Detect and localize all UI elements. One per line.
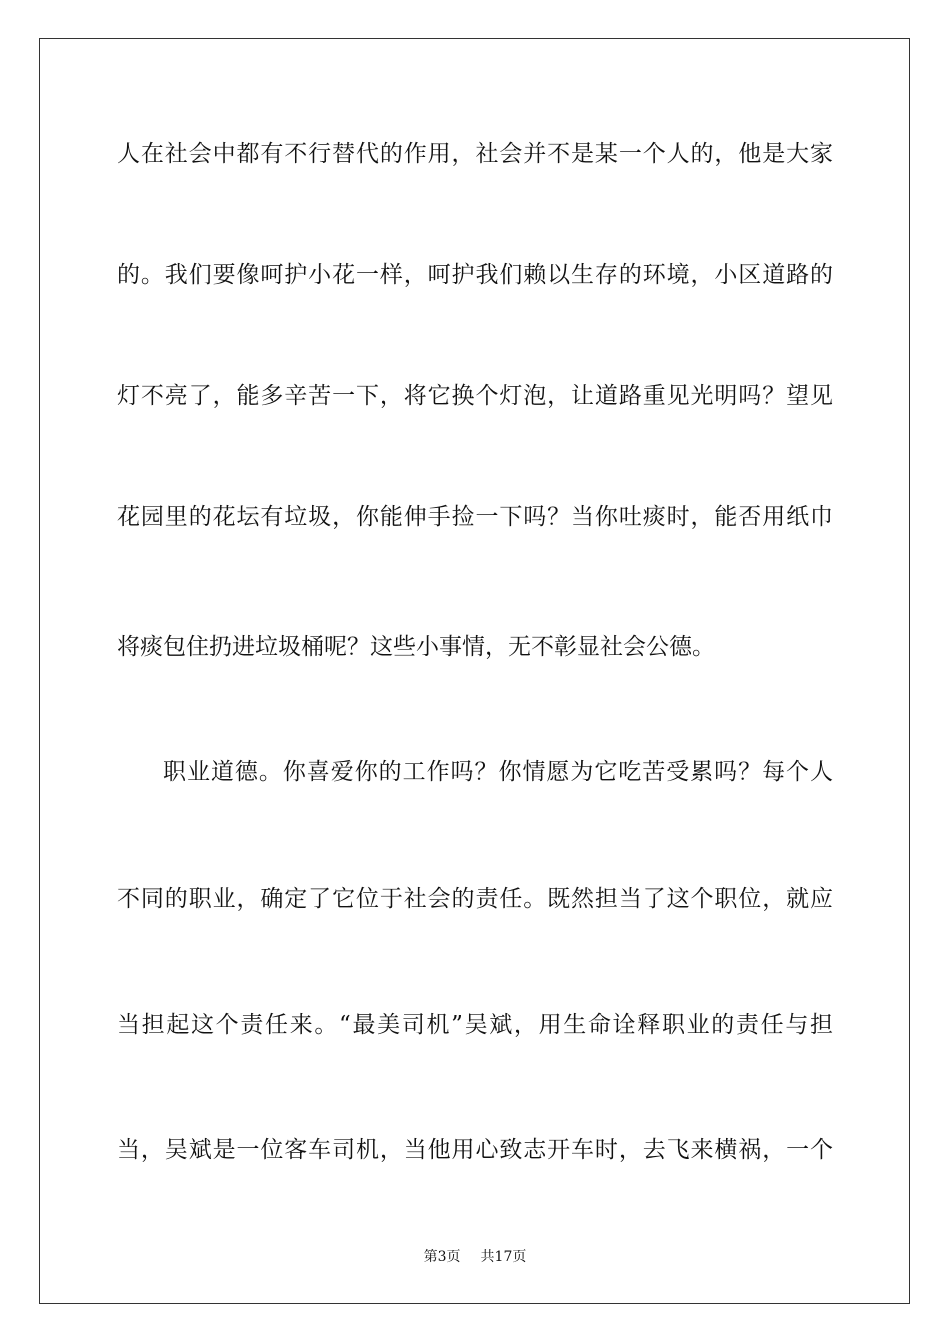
body-line-4: 花园里的花坛有垃圾，你能伸手捡一下吗？当你吐痰时，能否用纸巾: [117, 504, 833, 530]
body-line-7: 不同的职业，确定了它位于社会的责任。既然担当了这个职位，就应: [117, 886, 833, 912]
body-line-5: 将痰包住扔进垃圾桶呢？这些小事情，无不彰显社会公德。: [117, 634, 715, 660]
page-number: 第3页: [423, 1249, 461, 1265]
body-line-9: 当，吴斌是一位客车司机，当他用心致志开车时，去飞来横祸，一个: [117, 1137, 833, 1163]
paragraph-start-line: 职业道德。你喜爱你的工作吗？你情愿为它吃苦受累吗？每个人: [163, 759, 833, 785]
body-line-3: 灯不亮了，能多辛苦一下，将它换个灯泡，让道路重见光明吗？望见: [117, 383, 833, 409]
body-line-1: 人在社会中都有不行替代的作用，社会并不是某一个人的，他是大家: [117, 141, 833, 167]
body-line-2: 的。我们要像呵护小花一样，呵护我们赖以生存的环境，小区道路的: [117, 262, 833, 288]
page-footer: [0, 1247, 950, 1267]
page-total: 共17页: [480, 1249, 527, 1265]
body-line-8: 当担起这个责任来。“最美司机”吴斌，用生命诠释职业的责任与担: [117, 1012, 833, 1038]
page-border: [39, 38, 910, 1304]
